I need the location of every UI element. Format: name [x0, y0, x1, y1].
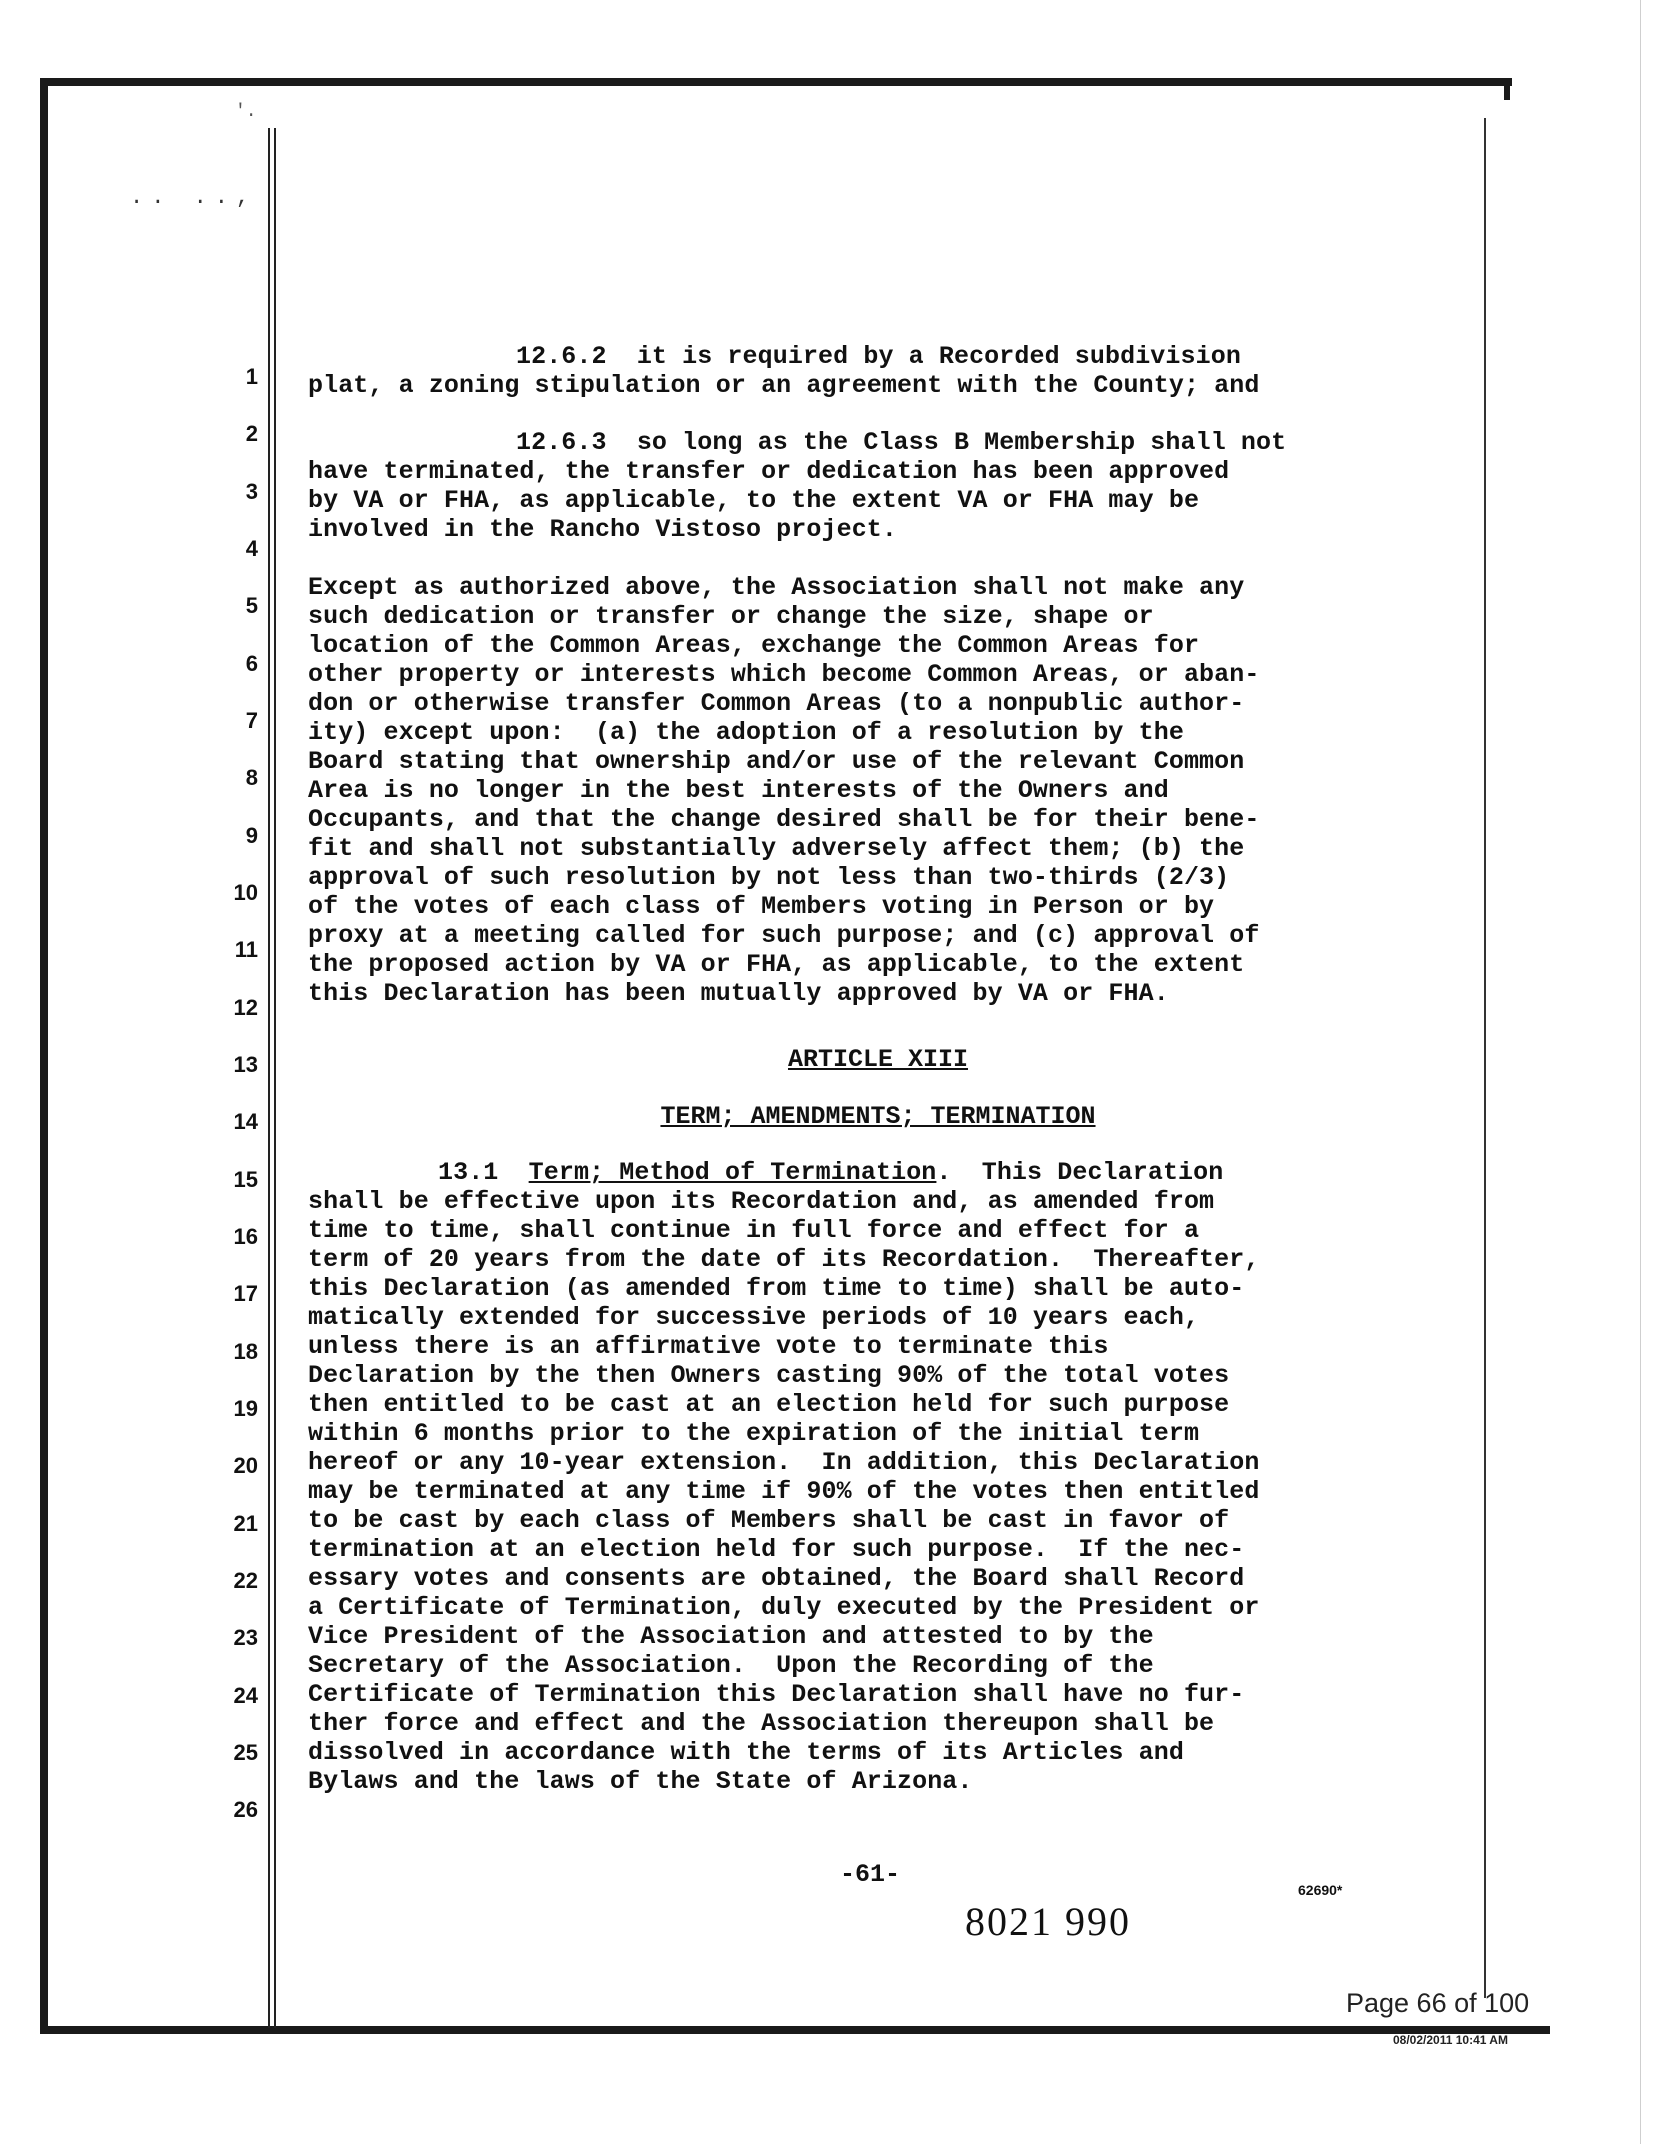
subsection-12-6-3 — [308, 428, 1448, 544]
margin-rule — [274, 128, 276, 2028]
text-line: essary votes and consents are obtained, the Board shall Record — [308, 1564, 1245, 1593]
section-title: Term; Method of Termination — [528, 1158, 937, 1187]
text-line: by VA or FHA, as applicable, to the extent VA or FHA may be — [308, 486, 1200, 515]
line-number: 13 — [233, 1052, 258, 1077]
text-line: plat, a zoning stipulation or an agreement with the County; and — [308, 371, 1260, 400]
text-line: involved in the Rancho Vistoso project. — [308, 515, 897, 544]
section-13-1 — [308, 1158, 1448, 1796]
text-line: 12.6.2 it is required by a Recorded subdivision — [516, 342, 1241, 371]
line-number: 24 — [233, 1683, 258, 1708]
text-line: have terminated, the transfer or dedication has been approved — [308, 457, 1230, 486]
line-number: 7 — [245, 708, 258, 733]
right-margin-rule — [1484, 118, 1486, 1998]
text-line: Board stating that ownership and/or use of the relevant Common — [308, 747, 1245, 776]
text-line: such dedication or transfer or change the size, shape or — [308, 602, 1154, 631]
text-line: term of 20 years from the date of its Recordation. Thereafter, — [308, 1245, 1260, 1274]
text-line: this Declaration has been mutually approved by VA or FHA. — [308, 979, 1169, 1008]
line-number: 15 — [233, 1167, 258, 1192]
line-number: 12 — [233, 995, 258, 1020]
text-line: proxy at a meeting called for such purpose; and (c) approval of — [308, 921, 1260, 950]
text-line: Declaration by the then Owners casting 90% of the total votes — [308, 1361, 1230, 1390]
scan-frame-left — [40, 78, 48, 2034]
text-line: a Certificate of Termination, duly executed by the President or — [308, 1593, 1260, 1622]
text-line: 12.6.3 so long as the Class B Membership shall not — [516, 428, 1287, 457]
line-number: 16 — [233, 1224, 258, 1249]
text-line: this Declaration (as amended from time to time) shall be auto- — [308, 1274, 1245, 1303]
line-number: 22 — [233, 1568, 258, 1593]
text-line: Vice President of the Association and attested to by the — [308, 1622, 1154, 1651]
document-number: 8021 990 — [965, 1899, 1131, 1944]
line-number: 6 — [245, 651, 258, 676]
scan-speck: '. — [235, 102, 257, 122]
text-line: then entitled to be cast at an election held for such purpose — [308, 1390, 1230, 1419]
text-line: time to time, shall continue in full force and effect for a — [308, 1216, 1200, 1245]
line-number: 3 — [245, 479, 258, 504]
text-line: Area is no longer in the best interests of the Owners and — [308, 776, 1169, 805]
line-number: 18 — [233, 1339, 258, 1364]
text-line: to be cast by each class of Members shall be cast in favor of — [308, 1506, 1230, 1535]
line-number: 26 — [233, 1797, 258, 1822]
article-heading: ARTICLE XIII — [787, 1045, 969, 1074]
margin-rule — [268, 128, 270, 2028]
section-first-line — [308, 1158, 1448, 1187]
text-line: Occupants, and that the change desired shall be for their bene- — [308, 805, 1260, 834]
scan-frame-bottom — [40, 2026, 1550, 2034]
article-subheading: TERM; AMENDMENTS; TERMINATION — [660, 1102, 1096, 1131]
print-timestamp: 08/02/2011 10:41 AM — [1393, 2033, 1508, 2047]
line-number: 23 — [233, 1625, 258, 1650]
line-number: 21 — [233, 1511, 258, 1536]
scan-frame-right — [1504, 78, 1510, 100]
text-line: Certificate of Termination this Declaration shall have no fur- — [308, 1680, 1245, 1709]
text-line: matically extended for successive periods of 10 years each, — [308, 1303, 1200, 1332]
text-line: may be terminated at any time if 90% of the votes then entitled — [308, 1477, 1260, 1506]
line-number: 11 — [234, 937, 258, 962]
line-number: 2 — [245, 421, 258, 446]
line-number: 19 — [233, 1396, 258, 1421]
text-line: of the votes of each class of Members voting in Person or by — [308, 892, 1215, 921]
text-line: ther force and effect and the Association thereupon shall be — [308, 1709, 1215, 1738]
line-number: 9 — [245, 823, 258, 848]
line-number: 10 — [233, 880, 258, 905]
text-line: termination at an election held for such purpose. If the nec- — [308, 1535, 1245, 1564]
stamp-code: 62690* — [1298, 1882, 1343, 1898]
section-number: 13.1 — [438, 1158, 499, 1187]
section-first-line-text: . This Declaration — [936, 1158, 1224, 1187]
text-line: other property or interests which become Common Areas, or aban- — [308, 660, 1260, 689]
line-number: 20 — [233, 1453, 258, 1478]
line-number: 5 — [245, 593, 258, 618]
text-line: don or otherwise transfer Common Areas (to a nonpublic author- — [308, 689, 1245, 718]
text-line: dissolved in accordance with the terms of its Articles and — [308, 1738, 1184, 1767]
text-line: shall be effective upon its Recordation and, as amended from — [308, 1187, 1215, 1216]
line-number: 8 — [245, 765, 258, 790]
page-edge-rule — [1640, 0, 1641, 2144]
page-number: -61- — [840, 1860, 901, 1889]
text-line: ity) except upon: (a) the adoption of a resolution by the — [308, 718, 1184, 747]
text-line: hereof or any 10-year extension. In addition, this Declaration — [308, 1448, 1260, 1477]
line-number: 17 — [233, 1281, 258, 1306]
scan-specks: .. .., — [130, 185, 258, 210]
subsection-12-6-2 — [308, 342, 1448, 400]
scan-frame-top — [40, 78, 1512, 86]
text-line: location of the Common Areas, exchange the Common Areas for — [308, 631, 1200, 660]
line-number: 4 — [245, 536, 258, 561]
text-line: fit and shall not substantially adversely affect them; (b) the — [308, 834, 1245, 863]
line-number: 14 — [233, 1109, 258, 1134]
text-line: Except as authorized above, the Association shall not make any — [308, 573, 1245, 602]
text-line: approval of such resolution by not less than two-thirds (2/3) — [308, 863, 1230, 892]
dedication-paragraph — [308, 573, 1448, 1008]
page-of-indicator: Page 66 of 100 — [1346, 1988, 1530, 2018]
text-line: Secretary of the Association. Upon the Recording of the — [308, 1651, 1154, 1680]
text-line: the proposed action by VA or FHA, as applicable, to the extent — [308, 950, 1245, 979]
line-number: 25 — [233, 1740, 258, 1765]
text-line: Bylaws and the laws of the State of Arizona. — [308, 1767, 973, 1796]
text-line: within 6 months prior to the expiration of the initial term — [308, 1419, 1200, 1448]
text-line: unless there is an affirmative vote to terminate this — [308, 1332, 1109, 1361]
line-number: 1 — [245, 364, 258, 389]
